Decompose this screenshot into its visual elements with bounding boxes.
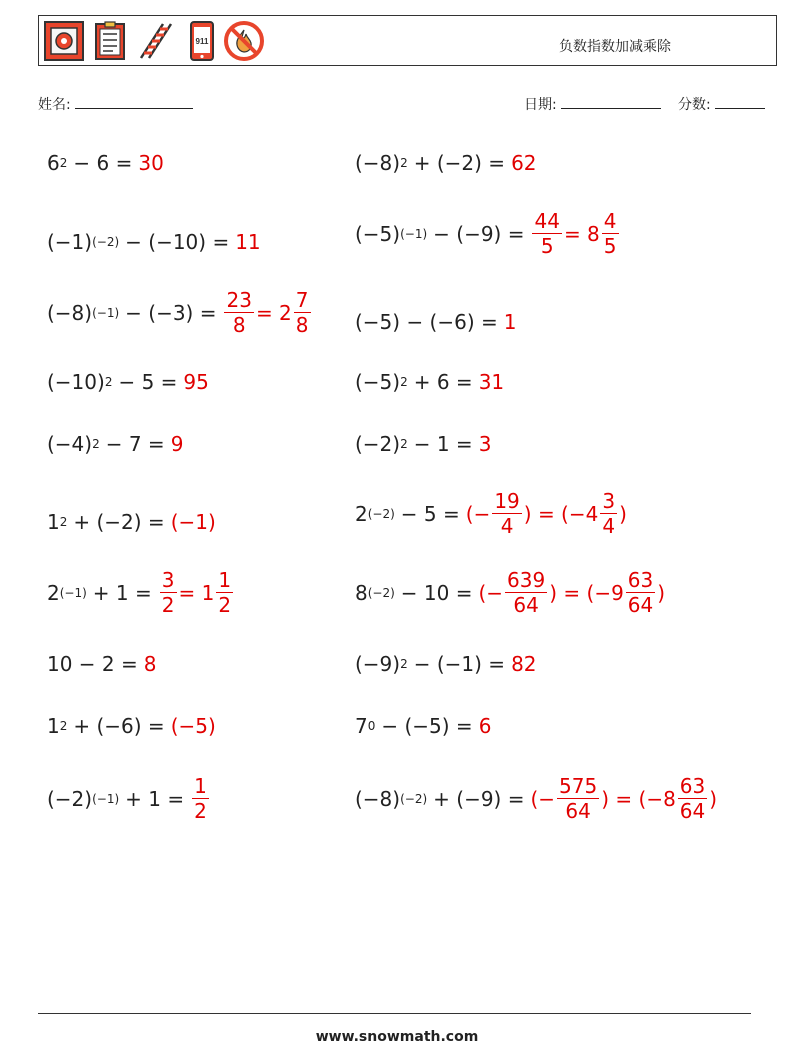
phone-911-text: 911 (195, 37, 209, 46)
mixed-equals: = 1 (178, 580, 215, 605)
denominator: 8 (295, 313, 309, 337)
problem-8: (−5) 2 + 6 = 31 (355, 370, 505, 394)
expression: − 10 = (400, 580, 473, 605)
problem-20: (−8) (−2) + (−9) = (− $\frac{575}{64}$ ) = (−8 $\frac{63}{64}$ ) (355, 774, 718, 823)
expression: − 5 = (400, 501, 460, 526)
problem-1: 6 2 − 6 = 30 (47, 151, 164, 175)
answer: 3 (478, 432, 492, 456)
fraction (600, 489, 617, 538)
fire-alarm-icon (43, 20, 85, 62)
fraction (532, 209, 561, 258)
expression: − 1 = (413, 432, 473, 456)
answer (478, 568, 665, 617)
expression: − (−1) = (413, 652, 506, 676)
numerator: 3 (161, 568, 175, 592)
denominator: 2 (218, 593, 232, 617)
answer: 82 (511, 652, 537, 676)
expression: + 1 = (125, 786, 185, 811)
problem-3: (−1) (−2) − (−10) = 11 (47, 230, 261, 254)
answer: 1 (503, 310, 517, 334)
answer (530, 774, 717, 823)
numerator: 7 (295, 288, 309, 312)
fraction (216, 568, 233, 617)
expression: 10 − 2 = (47, 652, 138, 676)
numerator: 575 (559, 774, 598, 798)
answer (466, 489, 627, 538)
problem-5: (−8) (−1) − (−3) = $\frac{23}{8}$ = 2 $\frac{7}{8}$ (47, 288, 313, 337)
score-line[interactable] (715, 94, 765, 109)
date-field (524, 94, 661, 114)
score-label: 分数: (678, 97, 711, 113)
problem-7: (−10) 2 − 5 = 95 (47, 370, 209, 394)
denominator: 64 (565, 799, 591, 823)
problem-14: 8 (−2) − 10 = (− $\frac{639}{64}$ ) = (−9 $\frac{63}{64}$ ) (355, 568, 666, 617)
base: (−2) (355, 432, 401, 456)
expression: − 7 = (105, 432, 165, 456)
expression: − 5 = (118, 370, 178, 394)
problem-15 (47, 652, 157, 676)
denominator: 5 (603, 234, 617, 258)
paren-close: ) (619, 501, 627, 526)
base: 6 (47, 151, 60, 175)
fraction (602, 209, 619, 258)
base: (−4) (47, 432, 93, 456)
answer: 31 (478, 370, 505, 394)
fraction (160, 568, 177, 617)
denominator: 64 (513, 593, 539, 617)
fraction (678, 774, 707, 823)
answer (222, 288, 312, 337)
base: 2 (355, 501, 368, 526)
problem-12: 2 (−2) − 5 = (− $\frac{19}{4}$ ) = (−4 $\frac{3}{4}$ ) (355, 489, 627, 538)
base: 7 (355, 714, 368, 738)
numerator: 3 (602, 489, 616, 513)
denominator: 2 (194, 799, 207, 823)
numerator: 23 (226, 288, 252, 312)
fraction (224, 288, 253, 337)
score-field (678, 94, 765, 114)
numerator: 63 (679, 774, 706, 798)
fraction (294, 288, 311, 337)
base: 1 (47, 510, 60, 534)
fraction (626, 568, 655, 617)
mixed-equals: ) = (−8 (601, 786, 676, 811)
base: (−1) (47, 230, 93, 254)
numerator: 44 (534, 209, 560, 233)
problem-6 (355, 310, 517, 334)
expression: + (−2) = (73, 510, 165, 534)
answer: 95 (183, 370, 209, 394)
base: (−2) (47, 786, 93, 811)
answer: 62 (511, 151, 537, 175)
denominator: 8 (232, 313, 246, 337)
problem-11: 1 2 + (−2) = (−1) (47, 510, 216, 534)
expression: − (−10) = (125, 230, 230, 254)
denominator: 4 (500, 514, 514, 538)
problem-4: (−5) (−1) − (−9) = $\frac{44}{5}$ = 8 $\frac{4}{5}$ (355, 209, 621, 258)
date-line[interactable] (561, 94, 661, 109)
paren-open: (− (530, 786, 556, 811)
denominator: 64 (679, 799, 706, 823)
expression: + (−9) = (433, 786, 525, 811)
answer: (−5) (170, 714, 216, 738)
mixed-equals: = 8 (563, 221, 600, 246)
problem-9: (−4) 2 − 7 = 9 (47, 432, 184, 456)
problem-18: 7 0 − (−5) = 6 (355, 714, 492, 738)
expression: − 6 = (73, 151, 133, 175)
paren-close: ) (657, 580, 666, 605)
denominator: 64 (627, 593, 654, 617)
fraction (505, 568, 547, 617)
expression: − (−9) = (433, 221, 525, 246)
answer: 6 (478, 714, 492, 738)
paren-close: ) (709, 786, 718, 811)
footer-divider (38, 1013, 751, 1014)
expression: + 1 = (92, 580, 152, 605)
fraction (557, 774, 599, 823)
base: 2 (47, 580, 60, 605)
numerator: 639 (507, 568, 546, 592)
numerator: 63 (627, 568, 654, 592)
problem-16: (−9) 2 − (−1) = 82 (355, 652, 537, 676)
base: 1 (47, 714, 60, 738)
answer: 9 (170, 432, 184, 456)
fraction (192, 774, 209, 823)
base: (−5) (355, 370, 401, 394)
date-label: 日期: (524, 97, 557, 113)
answer: (−1) (170, 510, 216, 534)
numerator: 4 (603, 209, 617, 233)
expression: + (−2) = (413, 151, 506, 175)
base: (−8) (355, 786, 401, 811)
mixed-equals: ) = (−4 (523, 501, 599, 526)
base: 8 (355, 580, 368, 605)
answer: 8 (143, 652, 157, 676)
problem-13: 2 (−1) + 1 = $\frac{3}{2}$ = 1 $\frac{1}{2}$ (47, 568, 235, 617)
ladder-icon (135, 20, 177, 62)
mixed-equals: = 2 (255, 300, 292, 325)
footer-url[interactable]: www.snowmath.com (315, 1029, 479, 1045)
numerator: 1 (194, 774, 207, 798)
base: (−5) (355, 221, 401, 246)
denominator: 5 (540, 234, 554, 258)
checklist-icon (89, 20, 131, 62)
name-label: 姓名: (38, 97, 71, 113)
worksheet-title: 负数指数加减乘除 (559, 39, 671, 55)
phone-911-icon (181, 20, 223, 62)
fraction (492, 489, 521, 538)
answer (190, 774, 211, 823)
answer: 30 (138, 151, 164, 175)
numerator: 1 (218, 568, 232, 592)
worksheet-header (38, 15, 777, 66)
expression: + 6 = (413, 370, 473, 394)
base: (−10) (47, 370, 105, 394)
name-field (38, 94, 193, 114)
expression: − (−5) = (381, 714, 473, 738)
problem-17: 1 2 + (−6) = (−5) (47, 714, 216, 738)
problem-2: (−8) 2 + (−2) = 62 (355, 151, 537, 175)
numerator: 19 (494, 489, 520, 513)
name-line[interactable] (75, 94, 193, 109)
answer (158, 568, 235, 617)
answer: 11 (235, 230, 261, 254)
paren-open: (− (465, 501, 491, 526)
denominator: 4 (602, 514, 616, 538)
no-fire-icon (223, 20, 265, 62)
paren-open: (− (478, 580, 504, 605)
answer (530, 209, 620, 258)
expression: + (−6) = (73, 714, 165, 738)
problem-10: (−2) 2 − 1 = 3 (355, 432, 492, 456)
base: (−9) (355, 652, 401, 676)
base: (−8) (355, 151, 401, 175)
expression: − (−3) = (125, 300, 217, 325)
mixed-equals: ) = (−9 (549, 580, 624, 605)
expression: (−5) − (−6) = (355, 310, 498, 334)
denominator: 2 (161, 593, 175, 617)
problem-19: (−2) (−1) + 1 = $\frac{1}{2}$ (47, 774, 211, 823)
base: (−8) (47, 300, 93, 325)
